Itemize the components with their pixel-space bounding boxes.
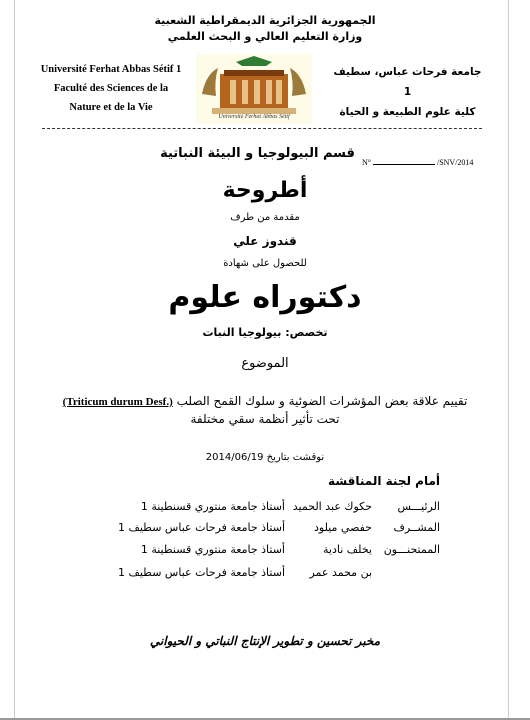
committee-role: المشــرف bbox=[393, 521, 440, 534]
degree-title: دكتوراه علوم bbox=[168, 280, 362, 315]
lab-name: مخبر تحسين و تطوير الإنتاج النباتي و الحيواني bbox=[149, 634, 381, 648]
univ-ar-line2: كلية علوم الطبيعة و الحياة bbox=[339, 106, 476, 118]
committee-member-name: بن محمد عمر bbox=[309, 566, 372, 579]
department-name: قسم البيولوجيا و البيئة النباتية bbox=[160, 146, 355, 161]
reference-number bbox=[362, 158, 492, 167]
degree-label: للحصول على شهادة bbox=[223, 258, 307, 269]
republic-title: الجمهورية الجزائرية الديمقراطية الشعبية bbox=[154, 14, 376, 27]
reference-blank bbox=[373, 164, 435, 165]
defense-date: نوقشت بتاريخ 2014/06/19 bbox=[205, 452, 325, 463]
committee-row-supervisor bbox=[117, 521, 440, 539]
reference-prefix: N° bbox=[362, 158, 371, 167]
committee-row-examiner-1 bbox=[120, 543, 440, 561]
univ-fr-line1: Université Ferhat Abbas Sétif 1 bbox=[40, 64, 182, 75]
presented-by-label: مقدمة من طرف bbox=[230, 212, 300, 223]
subject-line1 bbox=[0, 394, 530, 408]
specialty: تخصص: بيولوجيا النبات bbox=[202, 326, 328, 339]
header-divider bbox=[42, 128, 482, 129]
committee-role: الممتحنـــون bbox=[383, 543, 440, 556]
committee-row-president bbox=[120, 500, 440, 518]
reference-suffix: /SNV/2014 bbox=[436, 158, 474, 167]
committee-institution: أستاذ جامعة فرحات عباس سطيف 1 bbox=[117, 521, 285, 534]
subject-line1-arabic: تقييم علاقة بعض المؤشرات الضوئية و سلوك القمح الصلب bbox=[176, 394, 468, 408]
committee-title: أمام لجنة المناقشة bbox=[328, 474, 440, 488]
university-french-block bbox=[36, 60, 186, 117]
committee-institution: أستاذ جامعة منتوري قسنطينة 1 bbox=[140, 500, 285, 513]
committee-member-name: حفصي ميلود bbox=[313, 521, 372, 534]
committee-row-examiner-2 bbox=[117, 566, 440, 584]
thesis-type: أطروحة bbox=[222, 178, 308, 203]
university-logo bbox=[196, 54, 312, 124]
univ-fr-line3: Nature et de la Vie bbox=[69, 102, 153, 113]
committee-member-name: حكوك عبد الحميد bbox=[292, 500, 372, 513]
ministry-title: وزارة التعليم العالي و البحث العلمي bbox=[167, 30, 363, 43]
committee-role: الرئيـــس bbox=[397, 500, 440, 513]
univ-fr-line2: Faculté des Sciences de la bbox=[53, 83, 169, 94]
committee-member-name: يخلف نادية bbox=[323, 543, 372, 556]
univ-ar-line1: جامعة فرحات عباس، سطيف 1 bbox=[333, 66, 482, 98]
committee-institution: أستاذ جامعة فرحات عباس سطيف 1 bbox=[117, 566, 285, 579]
logo-caption: Université Ferhat Abbas Sétif bbox=[218, 114, 290, 120]
author-name: قندوز علي bbox=[233, 234, 297, 248]
subject-latin: (Triticum durum Desf.) bbox=[62, 396, 173, 408]
subject-label: الموضوع bbox=[241, 356, 289, 371]
subject-line2: تحت تأثير أنظمة سقي مختلفة bbox=[190, 412, 340, 426]
university-arabic-block bbox=[330, 62, 485, 122]
committee-institution: أستاذ جامعة منتوري قسنطينة 1 bbox=[140, 543, 285, 556]
